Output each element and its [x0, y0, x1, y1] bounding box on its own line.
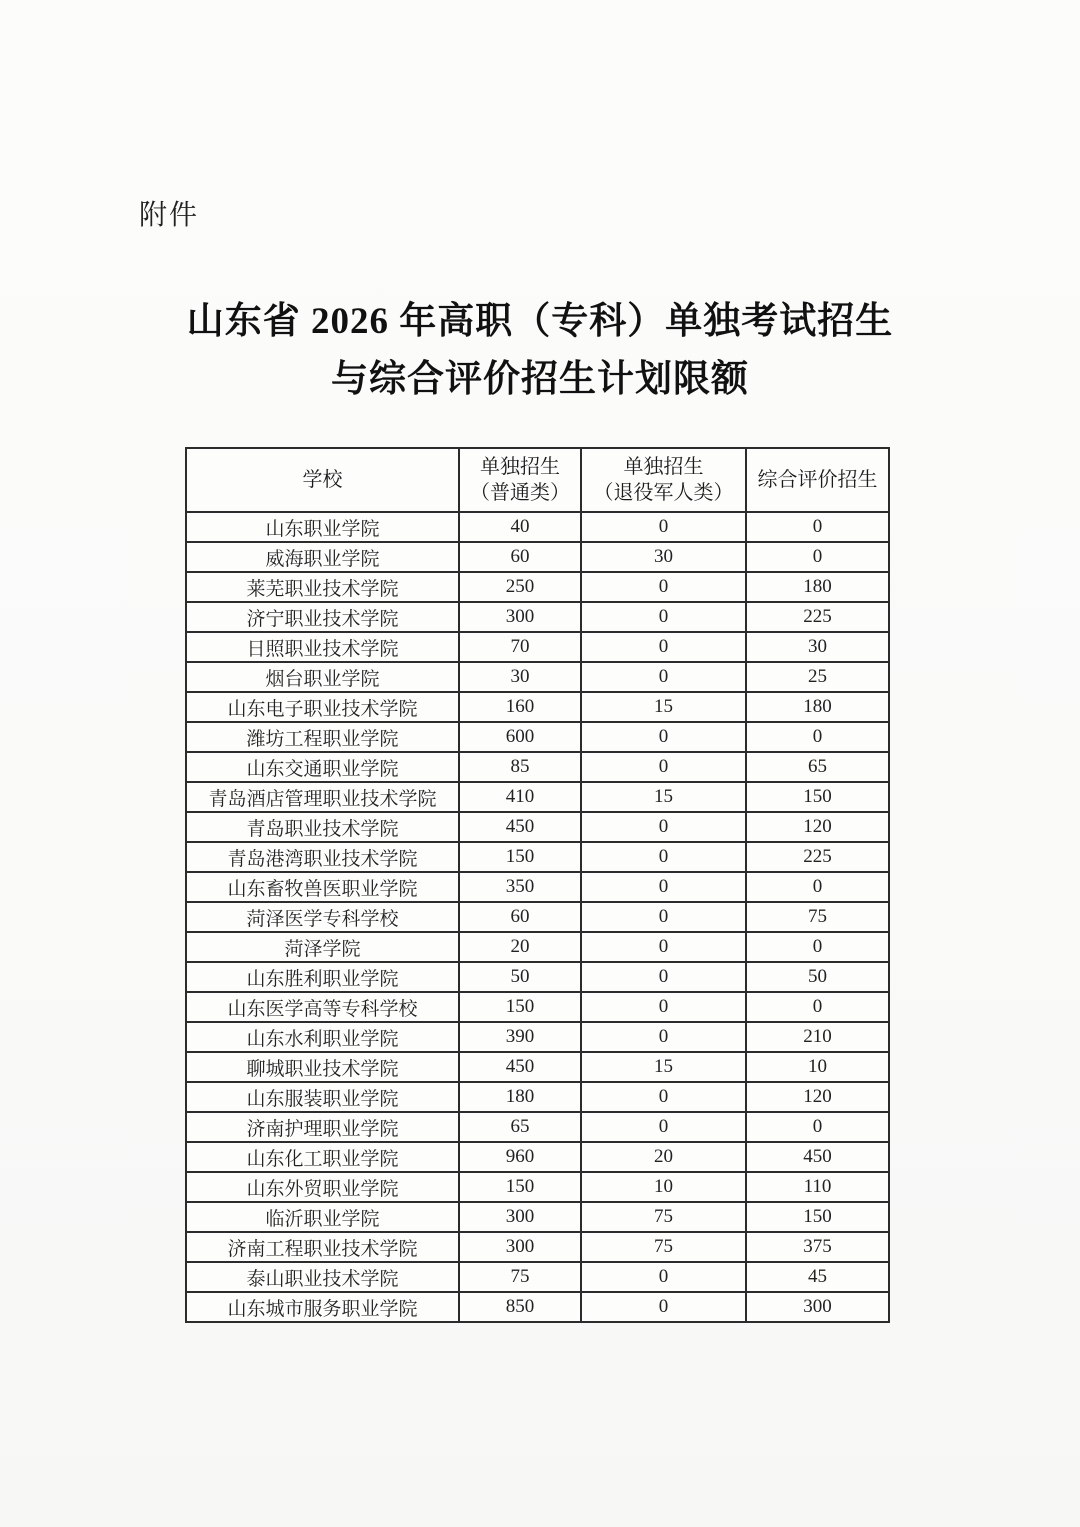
separate-general-cell: 300	[459, 1232, 581, 1262]
separate-general-cell: 160	[459, 692, 581, 722]
table-row	[186, 1142, 889, 1172]
comprehensive-eval-cell: 110	[746, 1172, 889, 1202]
table-row	[186, 932, 889, 962]
table-row	[186, 572, 889, 602]
separate-veterans-cell: 0	[581, 512, 746, 542]
separate-general-cell: 850	[459, 1292, 581, 1322]
header-row	[186, 448, 889, 512]
table-row	[186, 1022, 889, 1052]
school-name-cell: 山东化工职业学院	[186, 1142, 459, 1172]
comprehensive-eval-cell: 225	[746, 842, 889, 872]
comprehensive-eval-cell: 0	[746, 722, 889, 752]
comprehensive-eval-cell: 50	[746, 962, 889, 992]
separate-veterans-cell: 0	[581, 812, 746, 842]
comprehensive-eval-cell: 150	[746, 1202, 889, 1232]
document-title	[0, 293, 1080, 409]
school-name-cell: 山东医学高等专科学校	[186, 992, 459, 1022]
separate-general-cell: 150	[459, 842, 581, 872]
table-row	[186, 812, 889, 842]
table-row	[186, 992, 889, 1022]
table-row	[186, 962, 889, 992]
header-separate-general: 单独招生 （普通类）	[459, 448, 581, 512]
separate-veterans-cell: 0	[581, 842, 746, 872]
separate-veterans-cell: 75	[581, 1202, 746, 1232]
table-row	[186, 1232, 889, 1262]
school-name-cell: 青岛港湾职业技术学院	[186, 842, 459, 872]
comprehensive-eval-cell: 180	[746, 572, 889, 602]
table-row	[186, 1202, 889, 1232]
separate-veterans-cell: 0	[581, 1292, 746, 1322]
table-row	[186, 1292, 889, 1322]
separate-general-cell: 85	[459, 752, 581, 782]
separate-veterans-cell: 0	[581, 1262, 746, 1292]
separate-general-cell: 70	[459, 632, 581, 662]
school-name-cell: 济宁职业技术学院	[186, 602, 459, 632]
separate-general-cell: 50	[459, 962, 581, 992]
document-title-line-2: 与综合评价招生计划限额	[331, 359, 749, 400]
comprehensive-eval-cell: 150	[746, 782, 889, 812]
separate-veterans-cell: 0	[581, 632, 746, 662]
separate-veterans-cell: 30	[581, 542, 746, 572]
school-name-cell: 莱芜职业技术学院	[186, 572, 459, 602]
separate-veterans-cell: 0	[581, 902, 746, 932]
header-separate-veterans: 单独招生 （退役军人类）	[581, 448, 746, 512]
school-name-cell: 山东畜牧兽医职业学院	[186, 872, 459, 902]
comprehensive-eval-cell: 45	[746, 1262, 889, 1292]
school-name-cell: 日照职业技术学院	[186, 632, 459, 662]
school-name-cell: 泰山职业技术学院	[186, 1262, 459, 1292]
separate-general-cell: 300	[459, 602, 581, 632]
table-row	[186, 542, 889, 572]
header-school: 学校	[186, 448, 459, 512]
school-name-cell: 临沂职业学院	[186, 1202, 459, 1232]
table-row	[186, 722, 889, 752]
table-row	[186, 842, 889, 872]
separate-veterans-cell: 0	[581, 602, 746, 632]
comprehensive-eval-cell: 0	[746, 1112, 889, 1142]
table-row	[186, 602, 889, 632]
separate-general-cell: 450	[459, 1052, 581, 1082]
separate-general-cell: 250	[459, 572, 581, 602]
separate-general-cell: 410	[459, 782, 581, 812]
school-name-cell: 威海职业学院	[186, 542, 459, 572]
comprehensive-eval-cell: 120	[746, 812, 889, 842]
separate-general-cell: 390	[459, 1022, 581, 1052]
separate-general-cell: 150	[459, 992, 581, 1022]
document-title-line-1: 山东省 2026 年高职（专科）单独考试招生	[186, 301, 894, 342]
table-row	[186, 1262, 889, 1292]
separate-general-cell: 60	[459, 902, 581, 932]
header-comprehensive-eval: 综合评价招生	[746, 448, 889, 512]
separate-veterans-cell: 0	[581, 962, 746, 992]
separate-veterans-cell: 0	[581, 992, 746, 1022]
comprehensive-eval-cell: 180	[746, 692, 889, 722]
quota-table	[185, 447, 890, 1323]
school-name-cell: 济南护理职业学院	[186, 1112, 459, 1142]
separate-general-cell: 960	[459, 1142, 581, 1172]
comprehensive-eval-cell: 10	[746, 1052, 889, 1082]
separate-veterans-cell: 0	[581, 662, 746, 692]
table-row	[186, 902, 889, 932]
separate-general-cell: 350	[459, 872, 581, 902]
school-name-cell: 山东城市服务职业学院	[186, 1292, 459, 1322]
table-row	[186, 662, 889, 692]
quota-table-body	[186, 512, 889, 1322]
separate-veterans-cell: 0	[581, 1082, 746, 1112]
separate-veterans-cell: 15	[581, 782, 746, 812]
table-row	[186, 512, 889, 542]
separate-veterans-cell: 0	[581, 752, 746, 782]
separate-veterans-cell: 15	[581, 692, 746, 722]
table-row	[186, 1112, 889, 1142]
table-row	[186, 1082, 889, 1112]
comprehensive-eval-cell: 120	[746, 1082, 889, 1112]
separate-veterans-cell: 0	[581, 1022, 746, 1052]
separate-veterans-cell: 0	[581, 1112, 746, 1142]
separate-general-cell: 65	[459, 1112, 581, 1142]
comprehensive-eval-cell: 0	[746, 992, 889, 1022]
separate-general-cell: 20	[459, 932, 581, 962]
separate-general-cell: 40	[459, 512, 581, 542]
table-row	[186, 632, 889, 662]
school-name-cell: 聊城职业技术学院	[186, 1052, 459, 1082]
separate-veterans-cell: 0	[581, 722, 746, 752]
separate-general-cell: 600	[459, 722, 581, 752]
table-row	[186, 752, 889, 782]
separate-veterans-cell: 0	[581, 872, 746, 902]
separate-general-cell: 75	[459, 1262, 581, 1292]
school-name-cell: 山东服装职业学院	[186, 1082, 459, 1112]
school-name-cell: 潍坊工程职业学院	[186, 722, 459, 752]
school-name-cell: 山东电子职业技术学院	[186, 692, 459, 722]
comprehensive-eval-cell: 0	[746, 512, 889, 542]
separate-veterans-cell: 20	[581, 1142, 746, 1172]
comprehensive-eval-cell: 450	[746, 1142, 889, 1172]
table-row	[186, 782, 889, 812]
school-name-cell: 菏泽医学专科学校	[186, 902, 459, 932]
separate-general-cell: 150	[459, 1172, 581, 1202]
table-row	[186, 872, 889, 902]
separate-general-cell: 450	[459, 812, 581, 842]
separate-veterans-cell: 75	[581, 1232, 746, 1262]
separate-veterans-cell: 15	[581, 1052, 746, 1082]
comprehensive-eval-cell: 0	[746, 932, 889, 962]
comprehensive-eval-cell: 30	[746, 632, 889, 662]
separate-general-cell: 300	[459, 1202, 581, 1232]
school-name-cell: 山东职业学院	[186, 512, 459, 542]
comprehensive-eval-cell: 300	[746, 1292, 889, 1322]
school-name-cell: 山东交通职业学院	[186, 752, 459, 782]
comprehensive-eval-cell: 25	[746, 662, 889, 692]
comprehensive-eval-cell: 225	[746, 602, 889, 632]
school-name-cell: 青岛职业技术学院	[186, 812, 459, 842]
separate-general-cell: 30	[459, 662, 581, 692]
attachment-label: 附件	[139, 199, 200, 230]
separate-general-cell: 180	[459, 1082, 581, 1112]
separate-general-cell: 60	[459, 542, 581, 572]
comprehensive-eval-cell: 210	[746, 1022, 889, 1052]
comprehensive-eval-cell: 65	[746, 752, 889, 782]
table-row	[186, 1052, 889, 1082]
table-row	[186, 692, 889, 722]
school-name-cell: 菏泽学院	[186, 932, 459, 962]
comprehensive-eval-cell: 0	[746, 542, 889, 572]
school-name-cell: 山东水利职业学院	[186, 1022, 459, 1052]
separate-veterans-cell: 0	[581, 932, 746, 962]
school-name-cell: 青岛酒店管理职业技术学院	[186, 782, 459, 812]
separate-veterans-cell: 10	[581, 1172, 746, 1202]
separate-veterans-cell: 0	[581, 572, 746, 602]
comprehensive-eval-cell: 75	[746, 902, 889, 932]
school-name-cell: 山东胜利职业学院	[186, 962, 459, 992]
table-row	[186, 1172, 889, 1202]
school-name-cell: 山东外贸职业学院	[186, 1172, 459, 1202]
school-name-cell: 烟台职业学院	[186, 662, 459, 692]
comprehensive-eval-cell: 375	[746, 1232, 889, 1262]
school-name-cell: 济南工程职业技术学院	[186, 1232, 459, 1262]
quota-table-header	[186, 448, 889, 512]
comprehensive-eval-cell: 0	[746, 872, 889, 902]
